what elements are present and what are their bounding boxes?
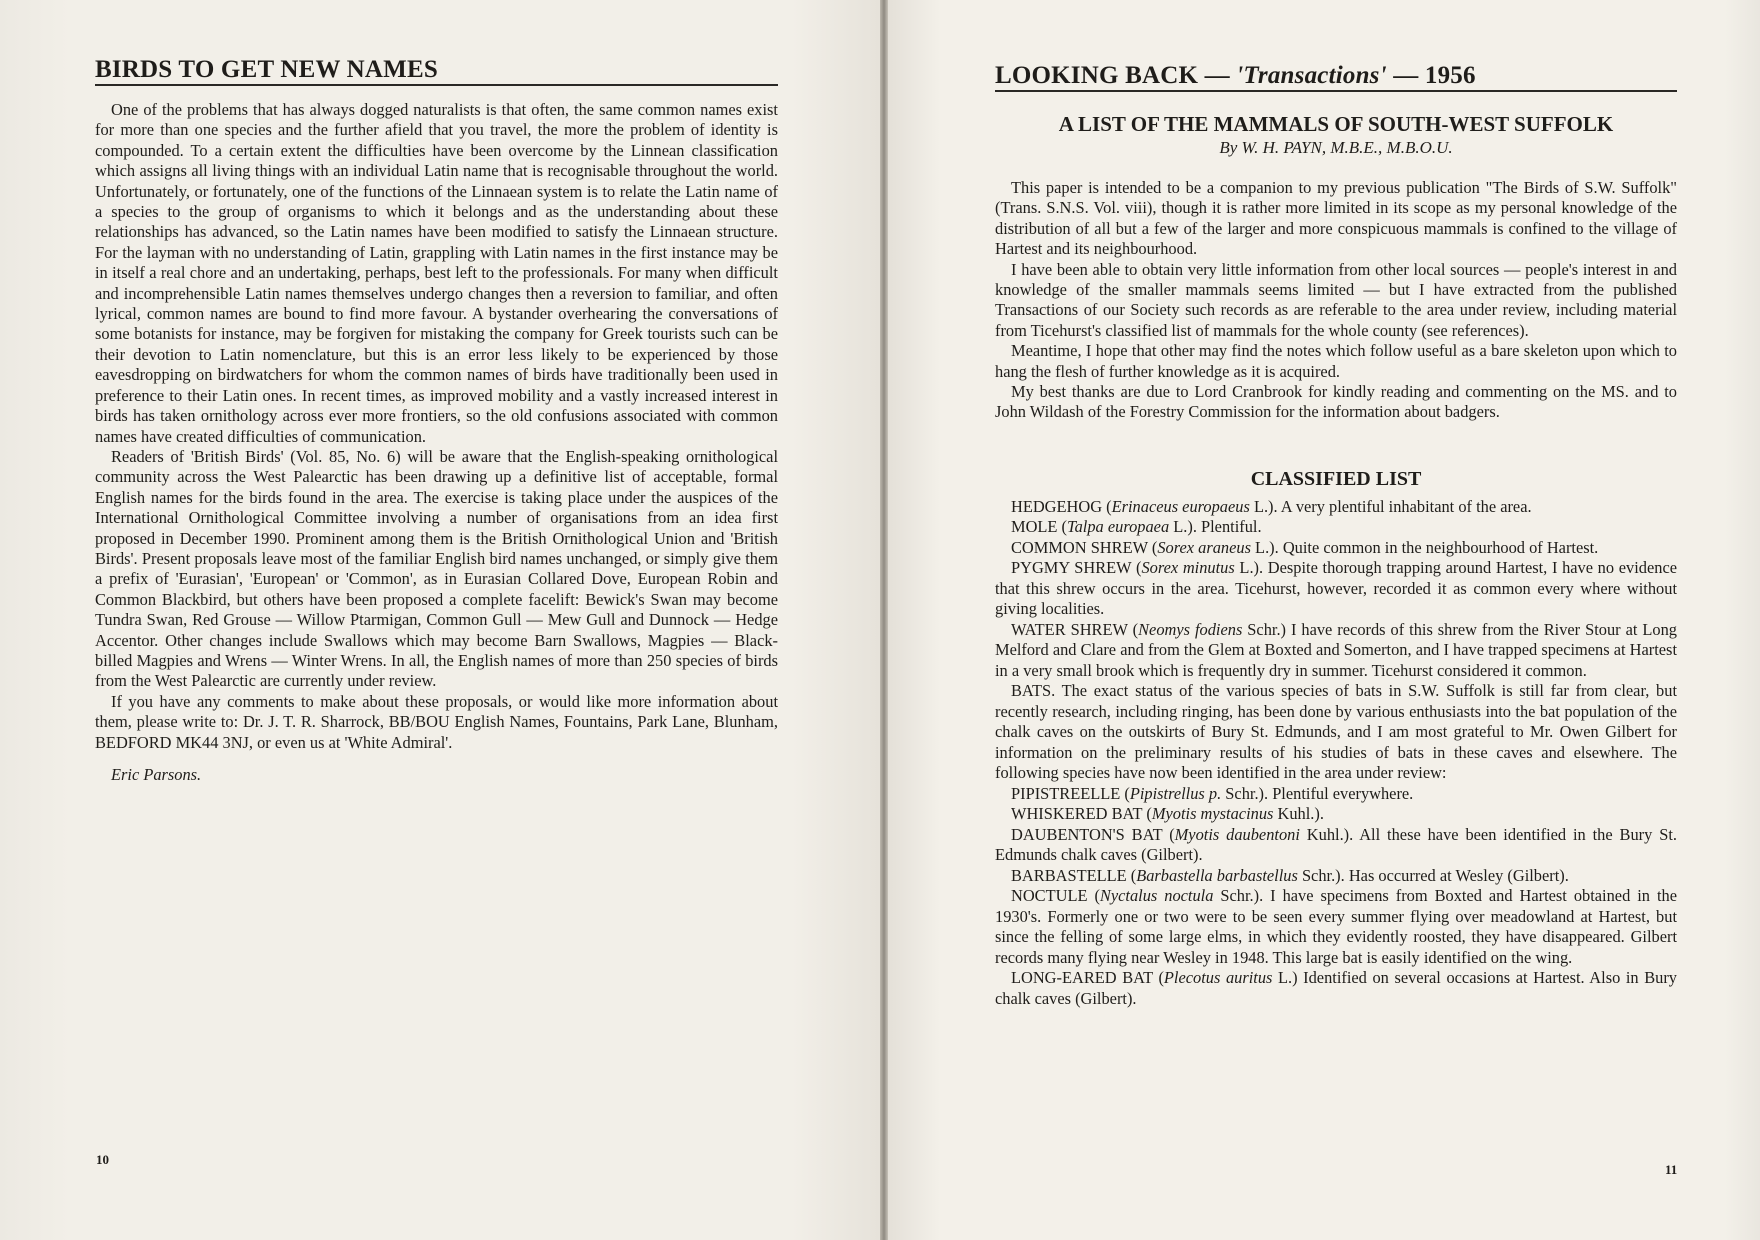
classified-list-heading: CLASSIFIED LIST	[1250, 467, 1422, 490]
species-latin-name: Plecotus auritus	[1163, 968, 1273, 988]
classified-list	[995, 497, 1677, 1010]
list-item	[995, 681, 1677, 784]
left-article-body	[95, 100, 778, 753]
species-name: DAUBENTON'S BAT (	[1011, 824, 1175, 844]
species-name: BATS.	[1011, 681, 1056, 701]
book-gutter	[880, 0, 888, 1240]
list-item	[995, 517, 1677, 538]
species-name: BARBASTELLE (	[1011, 865, 1137, 885]
left-page-title: BIRDS TO GET NEW NAMES	[95, 56, 778, 86]
species-latin-name: Barbastella barbastellus	[1136, 865, 1298, 885]
author-signature: Eric Parsons.	[111, 765, 202, 784]
list-item	[995, 968, 1677, 1009]
list-item	[995, 804, 1677, 825]
species-name: HEDGEHOG (	[1011, 496, 1112, 516]
species-latin-name: Myotis daubentoni	[1174, 824, 1300, 844]
intro-paragraph-1: This paper is intended to be a companion to my previous publication "The Birds of S.W. Suffolk" (Trans. S.N.S. Vol. viii), though it is rather more limited in its scope as my personal knowledge of the distribution of all but a few of the larger and more conspicuous mammals is confined to the village of Hartest and its neighbourhood.	[995, 178, 1677, 259]
species-name: PIPISTREELLE (	[1011, 783, 1130, 803]
species-note: Schr.). Has occurred at Wesley (Gilbert).	[1297, 865, 1569, 885]
species-latin-name: Myotis mystacinus	[1151, 804, 1274, 824]
species-note: Schr.). Plentiful everywhere.	[1221, 783, 1414, 803]
intro-paragraph-3: Meantime, I hope that other may find the notes which follow useful as a bare skeleton upon which to hang the flesh of further knowledge as it is acquired.	[995, 341, 1677, 381]
list-item	[995, 497, 1677, 518]
species-latin-name: Sorex araneus	[1157, 537, 1251, 557]
species-name: WATER SHREW (	[1011, 619, 1139, 639]
species-note: L.). A very plentiful inhabitant of the area.	[1249, 496, 1532, 516]
list-item	[995, 886, 1677, 968]
intro-paragraph-2: I have been able to obtain very little information from other local sources — people's interest in and knowledge of the smaller mammals seems limited — but I have extracted from the published Transactions of our Society such records as are referable to the area under review, including material from Ticehurst's classified list of mammals for the whole county (see references).	[995, 259, 1677, 340]
species-note: L.). Quite common in the neighbourhood of Hartest.	[1250, 537, 1599, 557]
species-name: NOCTULE (	[1011, 886, 1100, 906]
species-latin-name: Talpa europaea	[1067, 517, 1170, 537]
species-note: Schr.) I have records of this shrew from the River Stour at Long Melford and Clare and from the Glem at Boxted and Somerton, and I have trapped specimens at Hartest in a very small brook which is frequently dry in summer. Ticehurst considered it common.	[995, 619, 1678, 680]
left-paragraph-2: Readers of 'British Birds' (Vol. 85, No. 6) will be aware that the English-speaking ornithological community across the West Palearctic has been drawing up a definitive list of acceptable, formal English names for the birds found in the area. The exercise is taking place under the auspices of the International Ornithological Committee involving a number of organisations from an idea first proposed in December 1990. Prominent among them is the British Ornithological Union and 'British Birds'. Present proposals leave most of the familiar English bird names unchanged, or simply give them a prefix of 'Eurasian', 'European' or 'Common', as in Eurasian Collared Dove, European Robin and Common Blackbird, but others have been proposed a complete facelift: Bewick's Swan may become Tundra Swan, Red Grouse — Willow Ptarmigan, Common Gull — Mew Gull and Dunnock — Hedge Accentor. Other changes include Swallows which may become Barn Swallows, Magpies — Black-billed Magpies and Wrens — Winter Wrens. In all, the English names of more than 250 species of birds from the West Palearctic are currently under review.	[95, 446, 778, 691]
article-byline: By W. H. PAYN, M.B.E., M.B.O.U.	[1219, 138, 1453, 157]
list-item	[995, 558, 1677, 620]
article-title: A LIST OF THE MAMMALS OF SOUTH-WEST SUFFOLK	[1058, 112, 1614, 136]
species-name: PYGMY SHREW (	[1011, 558, 1142, 578]
list-item	[995, 620, 1677, 682]
species-name: MOLE (	[1011, 517, 1067, 537]
species-note: Schr.). I have specimens from Boxted and Hartest obtained in the 1930's. Formerly one or two were to be seen every summer flying over meadowland at Hartest, but since the felling of some large elms, in which they evidently roosted, they have disappeared. Gilbert records many flying near Wesley in 1948. This large bat is easily identified on the wing.	[995, 886, 1677, 967]
species-latin-name: Nyctalus noctula	[1099, 886, 1214, 906]
list-item	[995, 825, 1677, 866]
list-item	[995, 866, 1677, 887]
list-item	[995, 784, 1677, 805]
right-title-prefix: LOOKING BACK —	[995, 62, 1237, 89]
right-title-italic: 'Transactions'	[1236, 62, 1387, 89]
right-title-suffix: — 1956	[1386, 62, 1476, 89]
species-name: COMMON SHREW (	[1011, 537, 1158, 557]
species-name: LONG-EARED BAT (	[1011, 968, 1164, 988]
species-note: Kuhl.). All these have been identified in the Bury St. Edmunds chalk caves (Gilbert).	[995, 824, 1677, 865]
species-latin-name: Sorex minutus	[1141, 558, 1235, 578]
left-paragraph-3: If you have any comments to make about these proposals, or would like more information about them, please write to: Dr. J. T. R. Sharrock, BB/BOU English Names, Fountains, Park Lane, Blunham, BEDFORD MK44 3NJ, or even us at 'White Admiral'.	[95, 691, 778, 752]
classified-list-section	[995, 467, 1677, 1010]
list-item	[995, 538, 1677, 559]
species-note: The exact status of the various species of bats in S.W. Suffolk is still far from clear, but recently research, including ringing, has been done by various enthusiasts into the bat population of the chalk caves on the outskirts of Bury St. Edmunds, and I am most grateful to Mr. Owen Gilbert for information on the preliminary results of his studies of bats in these caves and elsewhere. The following species have now been identified in the area under review:	[995, 681, 1677, 783]
species-name: WHISKERED BAT (	[1011, 804, 1152, 824]
right-page-number: 11	[1665, 1162, 1678, 1177]
right-column	[995, 62, 1677, 1009]
right-page	[888, 0, 1760, 1240]
left-column	[95, 56, 778, 785]
species-note: L.). Despite thorough trapping around Hartest, I have no evidence that this shrew occurs in the area. Ticehurst, however, recorded it as common every where without giving localities.	[995, 558, 1677, 619]
left-page-number: 10	[96, 1152, 109, 1167]
left-paragraph-1: One of the problems that has always dogged naturalists is that often, the same common names exist for more than one species and the further afield that you travel, the more the problem of identity is compounded. To a certain extent the difficulties have been overcome by the Linnean classification which assigns all living things with an individual Latin name that is recognisable throughout the world. Unfortunately, or fortunately, one of the functions of the Linnaean system is to relate the Latin name of a species to the group of organisms to which it belongs and as the understanding about these relationships has advanced, so the Latin names have been modified to satisfy the Linnaean structure. For the layman with no understanding of Latin, grappling with Latin names in the first instance may be in itself a real chore and an undertaking, perhaps, best left to the professionals. For many when difficult and incomprehensible Latin names themselves undergo changes then a reversion to familiar, and often lyrical, common names are bound to find more favour. A bystander overhearing the conversations of some botanists for instance, may be forgiven for mistaking the company for Greek tourists such can be their devotion to Latin nomenclature, but this is an error less likely to be experienced by those eavesdropping on birdwatchers for whom the common names of birds have traditionally been used in preference to their Latin ones. In recent times, as improved mobility and a vastly increased interest in birds has taken ornithology across ever more frontiers, so the old confusions associated with common names have created difficulties of communication.	[95, 100, 778, 446]
species-note: L.). Plentiful.	[1169, 517, 1262, 537]
intro-paragraph-4: My best thanks are due to Lord Cranbrook for kindly reading and commenting on the MS. and to John Wildash of the Forestry Commission for the information about badgers.	[995, 382, 1677, 422]
right-page-title	[995, 62, 1677, 92]
species-note: L.) Identified on several occasions at Hartest. Also in Bury chalk caves (Gilbert).	[995, 968, 1677, 1008]
species-latin-name: Erinaceus europaeus	[1111, 496, 1250, 516]
right-intro-body	[995, 178, 1677, 423]
species-latin-name: Neomys fodiens	[1138, 619, 1243, 639]
species-note: Kuhl.).	[1273, 804, 1324, 824]
species-latin-name: Pipistrellus p.	[1129, 783, 1222, 803]
